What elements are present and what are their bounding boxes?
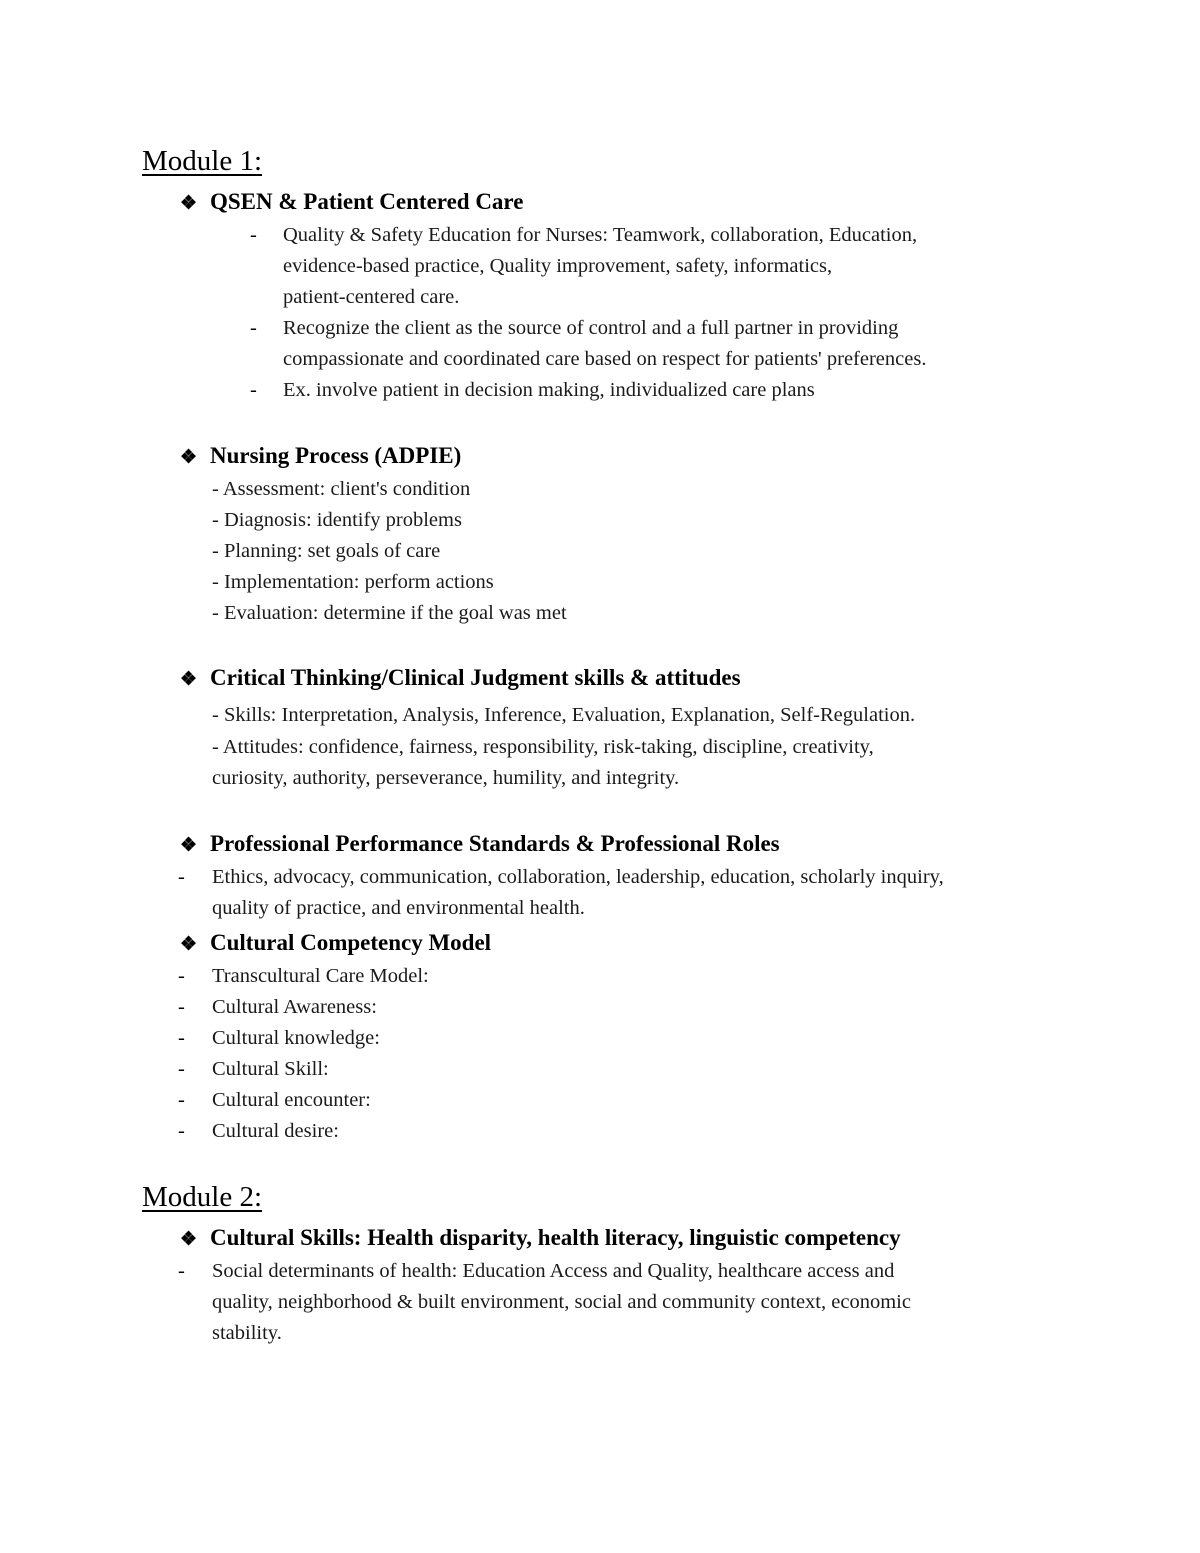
qsen-item-1-line-3: patient-centered care. bbox=[283, 286, 460, 308]
dash-bullet: - bbox=[178, 866, 185, 888]
diamond-bullet-icon: ❖ bbox=[180, 447, 198, 468]
diamond-bullet-icon: ❖ bbox=[180, 669, 198, 690]
dash-bullet: - bbox=[178, 1058, 185, 1080]
nursing-process-heading-row bbox=[180, 444, 461, 467]
qsen-item-2-line-1: Recognize the client as the source of control and a full partner in providing bbox=[283, 317, 899, 339]
dash-bullet: - bbox=[178, 1089, 185, 1111]
nursing-process-item: - Planning: set goals of care bbox=[212, 540, 441, 562]
qsen-item-2-line-2: compassionate and coordinated care based on respect for patients' preferences. bbox=[283, 348, 927, 370]
cultural-skills-item-line-2: quality, neighborhood & built environment, social and community context, economic bbox=[212, 1291, 911, 1313]
nursing-process-heading: Nursing Process (ADPIE) bbox=[210, 443, 462, 468]
qsen-item-1-line-1: Quality & Safety Education for Nurses: Teamwork, collaboration, Education, bbox=[283, 224, 918, 246]
diamond-bullet-icon: ❖ bbox=[180, 1229, 198, 1250]
nursing-process-item: - Evaluation: determine if the goal was met bbox=[212, 602, 567, 624]
dash-bullet: - bbox=[250, 317, 257, 339]
nursing-process-item: - Diagnosis: identify problems bbox=[212, 509, 462, 531]
cultural-model-heading: Cultural Competency Model bbox=[210, 930, 492, 955]
dash-bullet: - bbox=[250, 224, 257, 246]
cultural-model-item: Transcultural Care Model: bbox=[212, 965, 429, 987]
qsen-item-3: Ex. involve patient in decision making, individualized care plans bbox=[283, 379, 815, 401]
diamond-bullet-icon: ❖ bbox=[180, 193, 198, 214]
dash-bullet: - bbox=[178, 1120, 185, 1142]
module-2-title: Module 2: bbox=[142, 1181, 263, 1213]
diamond-bullet-icon: ❖ bbox=[180, 835, 198, 856]
cultural-model-item: Cultural encounter: bbox=[212, 1089, 371, 1111]
critical-thinking-attitudes-line-1: - Attitudes: confidence, fairness, responsibility, risk-taking, discipline, creativity, bbox=[212, 736, 874, 758]
nursing-process-item: - Implementation: perform actions bbox=[212, 571, 494, 593]
dash-bullet: - bbox=[178, 996, 185, 1018]
dash-bullet: - bbox=[178, 1027, 185, 1049]
professional-item-line-2: quality of practice, and environmental health. bbox=[212, 897, 585, 919]
cultural-skills-item-line-3: stability. bbox=[212, 1322, 282, 1344]
critical-thinking-attitudes-line-2: curiosity, authority, perseverance, humility, and integrity. bbox=[212, 767, 680, 789]
diamond-bullet-icon: ❖ bbox=[180, 934, 198, 955]
cultural-model-heading-row bbox=[180, 931, 491, 954]
critical-thinking-heading-row bbox=[180, 666, 741, 689]
cultural-model-item: Cultural Awareness: bbox=[212, 996, 377, 1018]
professional-heading-row bbox=[180, 832, 780, 855]
cultural-model-item: Cultural desire: bbox=[212, 1120, 339, 1142]
qsen-heading-row bbox=[180, 190, 523, 213]
dash-bullet: - bbox=[178, 1260, 185, 1282]
cultural-skills-heading-row bbox=[180, 1226, 901, 1249]
critical-thinking-skills: - Skills: Interpretation, Analysis, Inference, Evaluation, Explanation, Self-Regulation. bbox=[212, 704, 916, 726]
cultural-model-item: Cultural knowledge: bbox=[212, 1027, 380, 1049]
dash-bullet: - bbox=[250, 379, 257, 401]
professional-heading: Professional Performance Standards & Professional Roles bbox=[210, 831, 780, 856]
nursing-process-item: - Assessment: client's condition bbox=[212, 478, 471, 500]
module-1-title: Module 1: bbox=[142, 145, 263, 177]
professional-item-line-1: Ethics, advocacy, communication, collaboration, leadership, education, scholarly inquiry, bbox=[212, 866, 944, 888]
cultural-model-item: Cultural Skill: bbox=[212, 1058, 329, 1080]
cultural-skills-heading: Cultural Skills: Health disparity, health literacy, linguistic competency bbox=[210, 1225, 901, 1250]
qsen-heading: QSEN & Patient Centered Care bbox=[210, 189, 524, 214]
cultural-skills-item-line-1: Social determinants of health: Education Access and Quality, healthcare access and bbox=[212, 1260, 895, 1282]
critical-thinking-heading: Critical Thinking/Clinical Judgment skills & attitudes bbox=[210, 665, 741, 690]
qsen-item-1-line-2: evidence-based practice, Quality improvement, safety, informatics, bbox=[283, 255, 833, 277]
dash-bullet: - bbox=[178, 965, 185, 987]
